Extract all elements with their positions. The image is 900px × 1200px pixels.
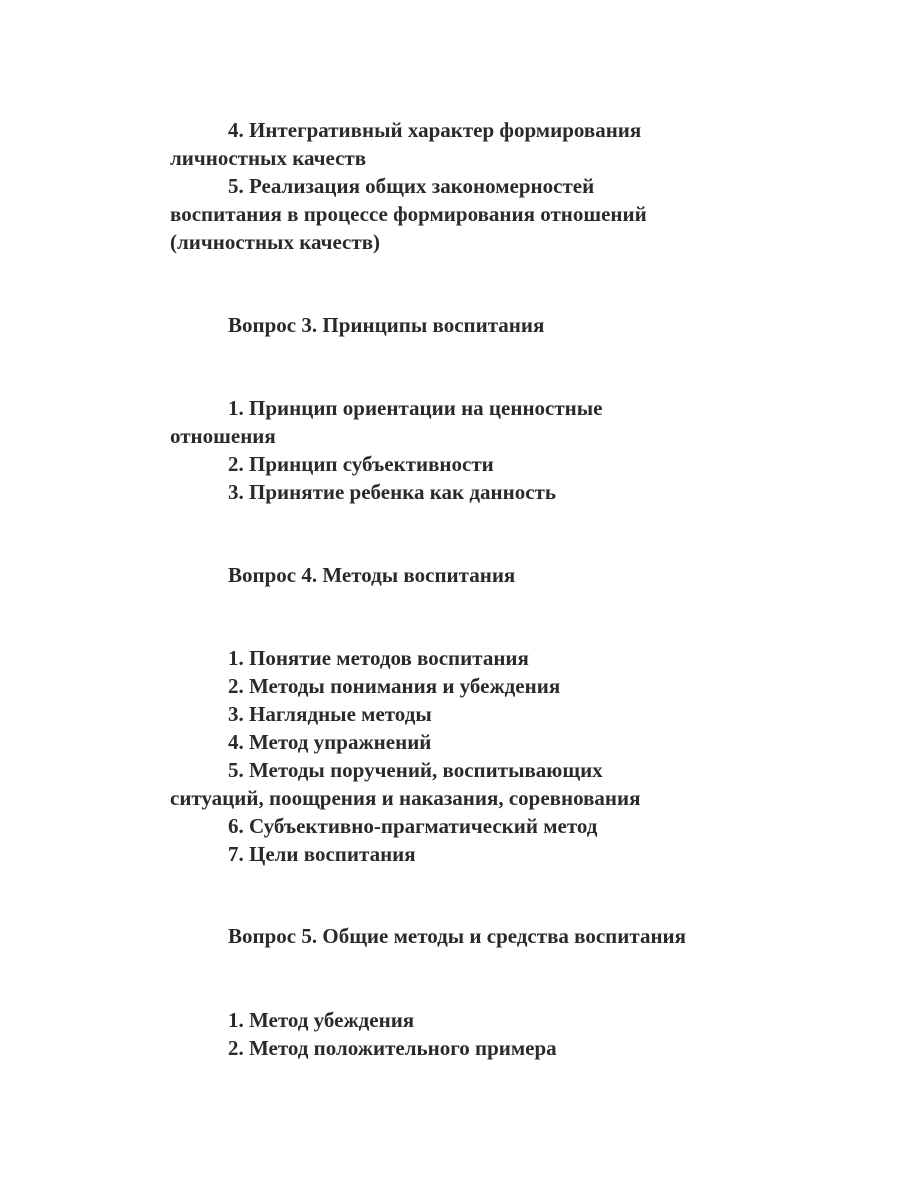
text-line: 3. Наглядные методы: [228, 702, 432, 726]
text-line: 4. Метод упражнений: [228, 730, 432, 754]
text-line: 1. Понятие методов воспитания: [228, 646, 529, 670]
text-line: (личностных качеств): [170, 230, 381, 254]
text-line: ситуаций, поощрения и наказания, соревнования: [170, 786, 641, 810]
section-heading: Вопрос 3. Принципы воспитания: [228, 313, 545, 337]
text-line: 2. Методы понимания и убеждения: [228, 674, 561, 698]
text-line: 7. Цели воспитания: [228, 842, 416, 866]
text-line: воспитания в процессе формирования отношений: [170, 202, 647, 226]
text-line: 3. Принятие ребенка как данность: [228, 480, 556, 504]
text-line: 1. Принцип ориентации на ценностные: [228, 396, 603, 420]
text-line: 5. Реализация общих закономерностей: [228, 174, 595, 198]
section-heading: Вопрос 4. Методы воспитания: [228, 563, 516, 587]
text-line: 2. Метод положительного примера: [228, 1036, 557, 1060]
text-line: 2. Принцип субъективности: [228, 452, 494, 476]
text-line: отношения: [170, 424, 276, 448]
text-line: личностных качеств: [170, 146, 367, 170]
text-line: 6. Субъективно-прагматический метод: [228, 814, 598, 838]
text-line: 4. Интегративный характер формирования: [228, 118, 642, 142]
section-heading: Вопрос 5. Общие методы и средства воспитания: [228, 924, 687, 948]
text-line: 1. Метод убеждения: [228, 1008, 415, 1032]
text-line: 5. Методы поручений, воспитывающих: [228, 758, 603, 782]
